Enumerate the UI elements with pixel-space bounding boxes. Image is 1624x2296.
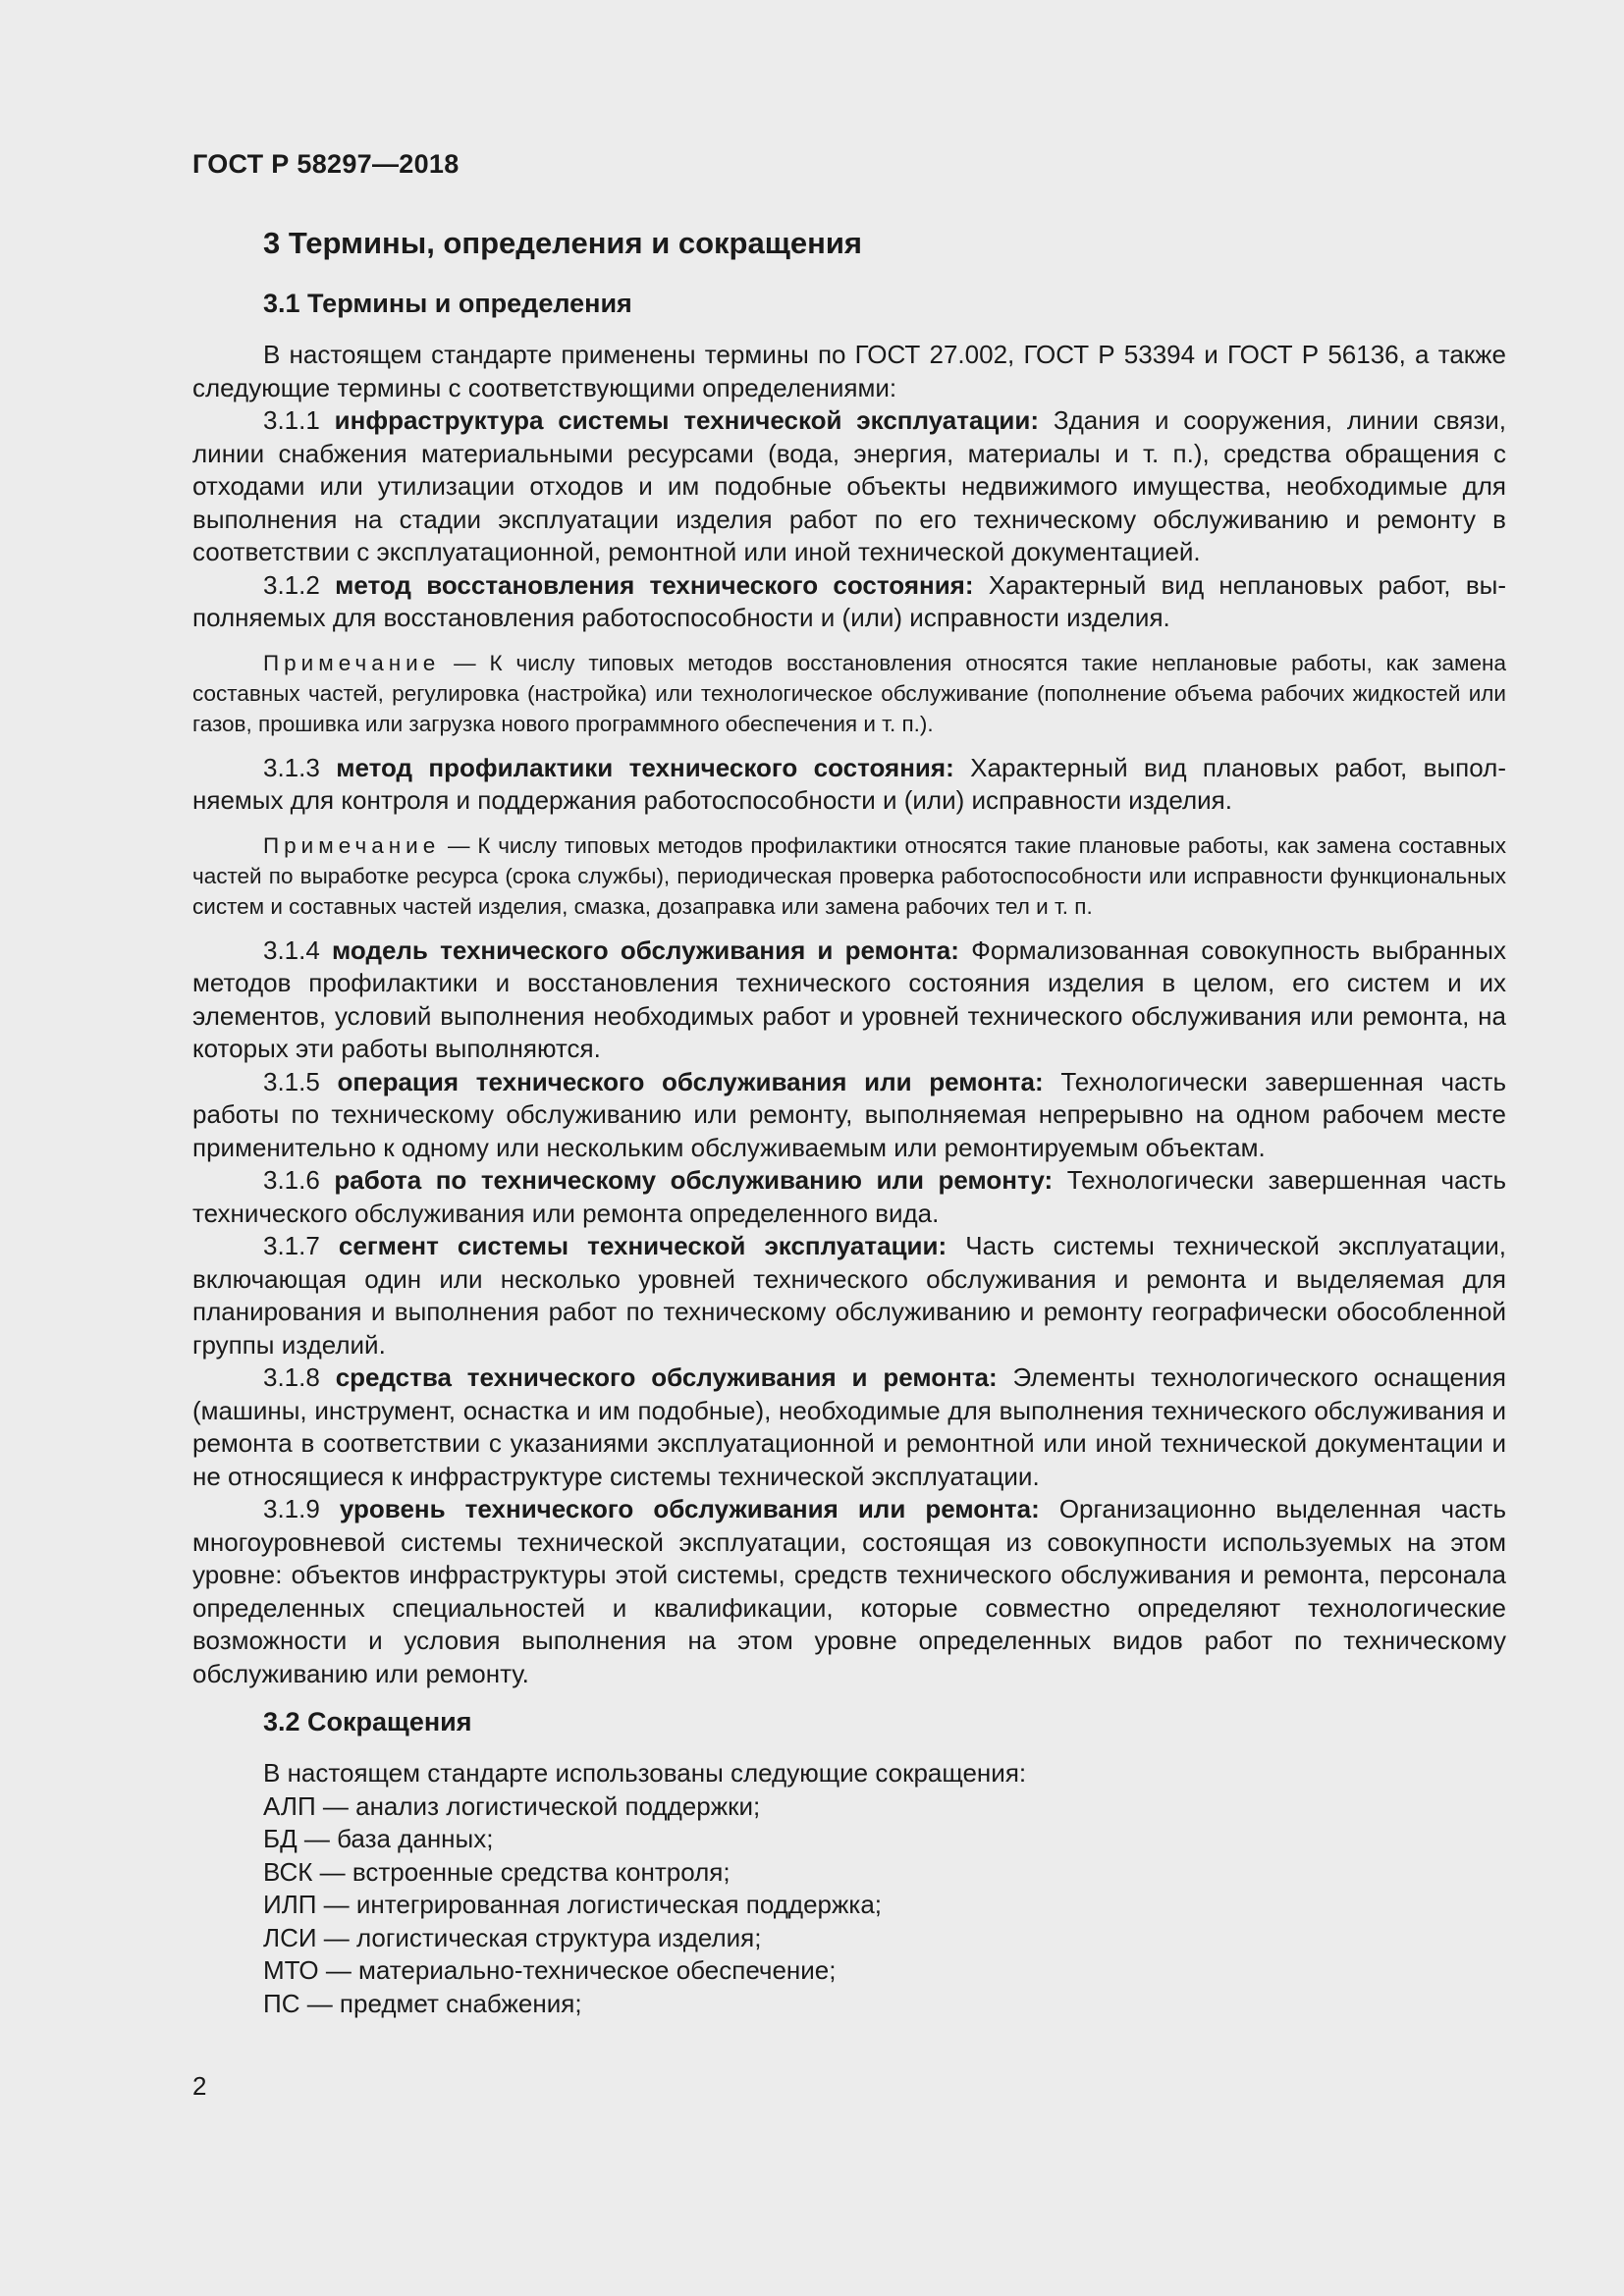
abbreviation-item: ЛСИ — логистическая структура изделия;: [263, 1922, 762, 1952]
term-3-1-9: [192, 1493, 1506, 1690]
term-name: средства технического обслуживания и ремонта:: [335, 1362, 998, 1392]
term-definition: Организационно выделенная часть многоуровневой системы технической эксплуатации, состоящая из совокупности используемых на этом уровне: объектов инфраструктуры этой системы, средств технического обслуживания и ремонта, персонала определенных специальностей и квалификации, которые совместно определяют технологические возможности и условия выполнения на этом уровне определенных видов работ по техническому обслуживанию или ремонту.: [192, 1494, 1506, 1688]
term-name: инфраструктура системы технической эксплуатации:: [334, 405, 1040, 435]
term-number: 3.1.5: [263, 1066, 320, 1096]
term-3-1-2: [192, 569, 1506, 635]
abbreviation-item: ВСК — встроенные средства контроля;: [263, 1856, 731, 1887]
term-definition: Характерный вид неплановых работ, выполняемых для восстановления работоспособности и (или) исправности изделия.: [192, 569, 1506, 632]
page-content: [192, 224, 1506, 2020]
term-3-1-8: [192, 1362, 1506, 1493]
terms-intro: В настоящем стандарте применены термины по ГОСТ 27.002, ГОСТ Р 53394 и ГОСТ Р 56136, а также следующие термины с соответствующими определениями:: [192, 340, 1506, 402]
term-number: 3.1.8: [263, 1362, 320, 1392]
term-number: 3.1.7: [263, 1231, 320, 1260]
term-number: 3.1.9: [263, 1494, 320, 1523]
note-2: [192, 830, 1506, 922]
term-number: 3.1.4: [263, 934, 320, 965]
abbreviations-intro: В настоящем стандарте использованы следующие сокращения:: [263, 1758, 1027, 1788]
abbreviation-item: ПС — предмет снабжения;: [263, 1988, 582, 2018]
abbreviation-item: МТО — материально-техническое обеспечение;: [263, 1955, 837, 1985]
note-label: Примечание: [263, 832, 441, 858]
term-number: 3.1.1: [263, 405, 320, 435]
term-name: операция технического обслуживания или ремонта:: [337, 1066, 1044, 1096]
section-title: 3 Термины, определения и сокращения: [263, 226, 862, 260]
term-definition: Формализованная совокупность выбранных методов профилактики и восстановления технического состояния изделия в целом, его систем и их элементов, условий выполнения необходимых работ и уровней технического обслуживания или ремонта, на которых эти работы выполняются.: [192, 934, 1506, 1063]
term-definition: Характерный вид плановых работ, выполняемых для контроля и поддержания работоспособности и (или) исправности изделия.: [192, 752, 1506, 815]
spacer: [192, 1690, 1506, 1704]
term-3-1-6: [192, 1164, 1506, 1230]
subsection-title-terms: 3.1 Термины и определения: [263, 289, 632, 318]
term-3-1-1: [192, 404, 1506, 569]
term-number: 3.1.2: [263, 569, 320, 600]
term-3-1-7: [192, 1230, 1506, 1362]
term-name: уровень технического обслуживания или ремонта:: [339, 1494, 1040, 1523]
term-name: сегмент системы технической эксплуатации:: [338, 1231, 947, 1260]
term-name: модель технического обслуживания и ремонта:: [332, 934, 959, 965]
term-definition: Часть системы технической эксплуатации, включающая один или несколько уровней технического обслуживания и ремонта и выделяемая для планирования и выполнения работ по техническому обслуживанию и ремонту географически обособленной группы изделий.: [192, 1231, 1506, 1360]
term-definition: Технологически завершенная часть работы по техническому обслуживанию или ремонту, выполняемая непрерывно на одном рабочем месте применительно к одному или нескольким обслуживаемым или ремонтируемым объектам.: [192, 1066, 1506, 1162]
term-definition: Технологически завершенная часть технического обслуживания или ремонта определенного вида.: [192, 1165, 1506, 1228]
term-name: метод профилактики технического состояния:: [336, 752, 954, 782]
term-3-1-5: [192, 1066, 1506, 1165]
document-header: ГОСТ Р 58297—2018: [192, 149, 460, 179]
term-definition: Элементы технологического оснащения (машины, инструмент, оснастка и им подобные), необходимые для выполнения технического обслуживания и ремонта в соответствии с указаниями эксплуатационной и ремонтной или иной технической документации и не относящиеся к инфраструктуре системы технической эксплуатации.: [192, 1362, 1506, 1491]
note-text: К числу типовых методов восстановления относятся такие неплановые работы, как замена составных частей, регулировка (настройка) или технологическое обслуживание (пополнение объема рабочих жидкостей или газов, прошивка или загрузка нового программного обеспечения и т. п.).: [192, 650, 1506, 736]
term-number: 3.1.6: [263, 1165, 320, 1195]
note-label: Примечание: [263, 650, 441, 675]
note-1: [192, 648, 1506, 739]
term-name: метод восстановления технического состояния:: [335, 569, 974, 600]
subsection-title-abbreviations: 3.2 Сокращения: [263, 1707, 472, 1736]
abbreviation-item: БД — база данных;: [263, 1824, 494, 1853]
term-definition: Здания и сооружения, линии связи, линии снабжения материальными ресурсами (вода, энергия, материалы и т. п.), средства обращения с отходами или утилизации отходов и им подобные объекты недвижимого имущества, необходимые для выполнения на стадии эксплуатации изделия работ по его техническому обслуживанию и ремонту в соответствии с эксплуатационной, ремонтной или иной технической документацией.: [192, 405, 1506, 566]
note-dash: —: [440, 832, 478, 858]
term-number: 3.1.3: [263, 752, 320, 782]
abbreviation-item: ИЛП — интегрированная логистическая поддержка;: [263, 1890, 883, 1919]
note-text: К числу типовых методов профилактики относятся такие плановые работы, как замена составных частей по выработке ресурса (срока службы), периодическая проверка работоспособности или исправности функциональных систем и составных частей изделия, смазка, дозаправка или замена рабочих тел и т. п.: [192, 832, 1506, 919]
term-name: работа по техническому обслуживанию или ремонту:: [334, 1165, 1054, 1195]
term-3-1-3: [192, 752, 1506, 818]
abbreviation-item: АЛП — анализ логистической поддержки;: [263, 1790, 761, 1821]
term-3-1-4: [192, 934, 1506, 1066]
page-number: 2: [192, 2071, 207, 2101]
note-dash: —: [440, 650, 490, 675]
